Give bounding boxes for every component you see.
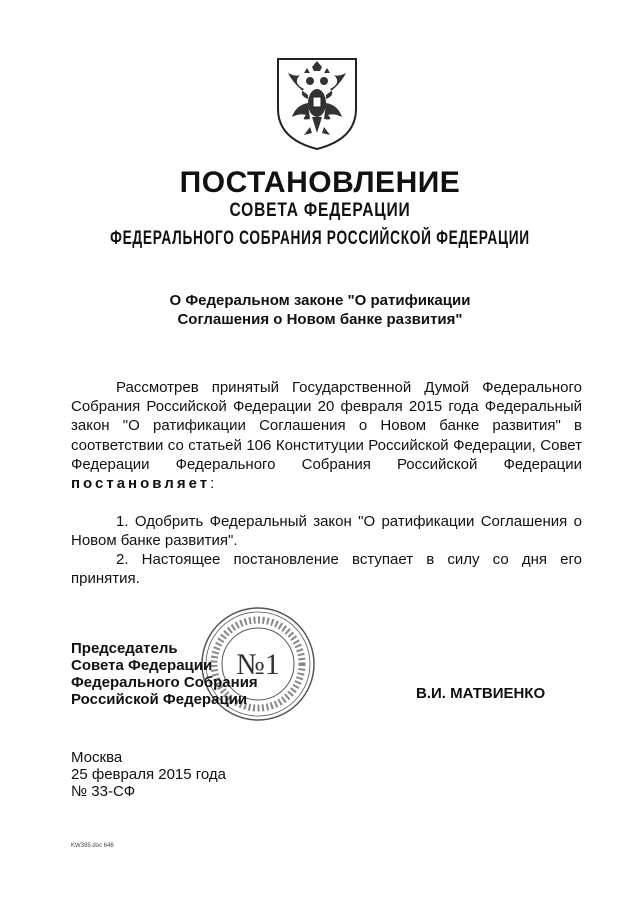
position-line-4: Российской Федерации [71,691,248,708]
preamble-text: Рассмотрев принятый Государственной Думой Федерального Собрания Российской Федерации 20 февраля 2015 года Федеральный закон "О ратификации Соглашения о Новом банке развития" в соответствии со статьей 106 Конституции Российской Федерации, Совет Федерации Федерального Собрания Российской Федерации [71,379,582,473]
issuer-line-1: СОВЕТА ФЕДЕРАЦИИ [229,200,411,221]
issuer-line-2: ФЕДЕРАЛЬНОГО СОБРАНИЯ РОССИЙСКОЙ ФЕДЕРАЦИИ [110,228,530,249]
subject-line-2: Соглашения о Новом банке развития" [177,311,463,328]
file-code: KW395.doc 646 [71,843,114,849]
preamble-paragraph [71,378,582,493]
document-number: № 33-СФ [71,783,136,800]
signatory-position [71,640,258,708]
position-line-3: Федерального Собрания [71,674,258,691]
subject-line-1: О Федеральном законе "О ратификации [169,292,471,309]
resolution-item-1: 1. Одобрить Федеральный закон "О ратификации Соглашения о Новом банке развития". [71,513,582,550]
position-line-1: Председатель [71,640,178,657]
seal-number: №1 [236,648,280,681]
document-title: ПОСТАНОВЛЕНИЕ [179,166,461,199]
date: 25 февраля 2015 года [71,766,227,783]
preamble-colon: : [210,475,215,493]
signatory-name: В.И. МАТВИЕНКО [416,685,546,702]
resolution-item-2: 2. Настоящее постановление вступает в силу со дня его принятия. [71,551,582,588]
position-line-2: Совета Федерации [71,657,213,674]
place-and-date [71,749,226,800]
decree-verb: постановляет [71,475,211,493]
city: Москва [71,749,123,766]
coat-of-arms-icon [274,55,360,151]
